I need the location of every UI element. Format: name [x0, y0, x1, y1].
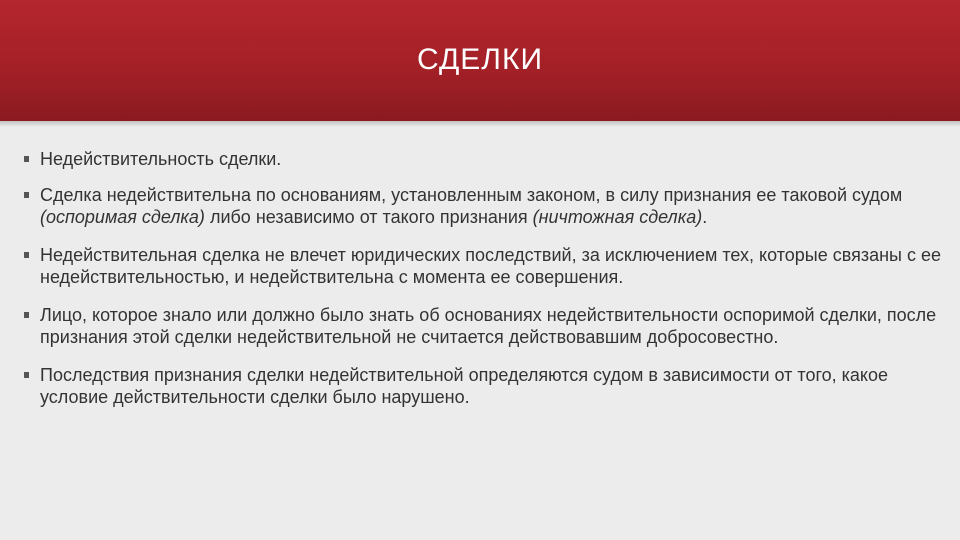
square-bullet-icon — [24, 252, 29, 258]
bullet-italic-term: (ничтожная сделка) — [532, 207, 703, 227]
bullet-item — [24, 304, 956, 348]
bullet-italic-term: (оспоримая сделка) — [40, 207, 205, 227]
bullet-text: Недействительность сделки. — [40, 149, 282, 169]
bullet-item — [24, 148, 956, 170]
square-bullet-icon — [24, 156, 29, 162]
bullet-text: Недействительная сделка не влечет юридических последствий, за исключением тех, которые связаны с ее недействительностью, и недействительна с момента ее совершения. — [40, 245, 941, 287]
bullet-item — [24, 364, 956, 408]
bullet-item — [24, 184, 956, 228]
bullet-text: либо независимо от такого признания — [204, 207, 533, 227]
bullet-item — [24, 244, 956, 288]
title-bar — [0, 0, 960, 121]
bullet-text: Сделка недействительна по основаниям, установленным законом, в силу признания ее таковой судом — [40, 185, 903, 205]
bullet-text: . — [702, 207, 708, 227]
square-bullet-icon — [24, 312, 29, 318]
title-bar-shadow — [0, 121, 960, 127]
slide-title: СДЕЛКИ — [416, 43, 544, 76]
square-bullet-icon — [24, 372, 29, 378]
bullet-text: Лицо, которое знало или должно было знать об основаниях недействительности оспоримой сделки, после признания этой сделки недействительной не считается действовавшим добросовестно. — [40, 305, 937, 347]
bullet-list — [24, 148, 956, 424]
square-bullet-icon — [24, 192, 29, 198]
bullet-text: Последствия признания сделки недействительной определяются судом в зависимости от того, какое условие действительности сделки было нарушено. — [40, 365, 889, 407]
